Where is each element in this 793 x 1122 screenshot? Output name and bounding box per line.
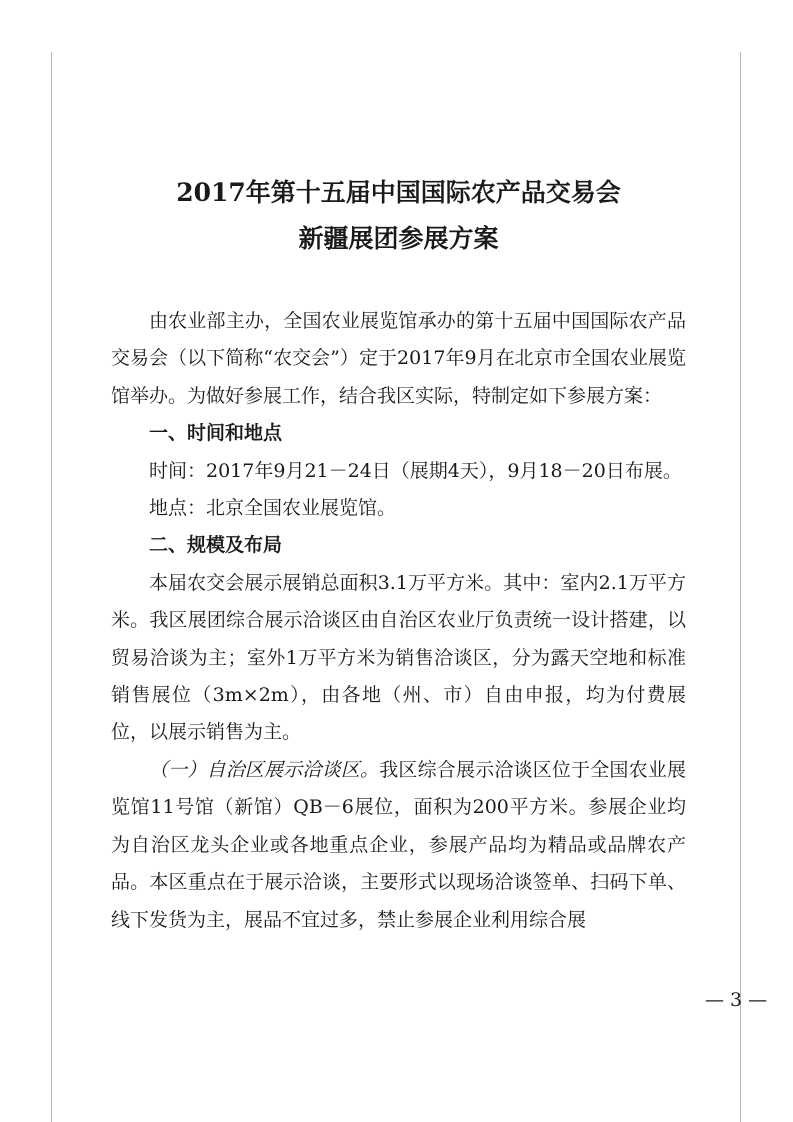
document-body (111, 303, 686, 939)
right-margin-line (740, 52, 741, 1122)
document-page (111, 0, 768, 1122)
section2-paragraph: 本届农交会展示展销总面积3.1万平方米。其中：室内2.1万平方米。我区展团综合展示洽谈区由自治区农业厅负责统一设计搭建，以贸易洽谈为主；室外1万平方米为销售洽谈区，分为露天空地和标准销售展位（3m×2m），由各地（州、市）自由申报，均为付费展位，以展示销售为主。 (111, 571, 686, 744)
section2-heading: 二、规模及布局 (149, 534, 283, 557)
subsection1-lead: （一）自治区展示洽谈区。 (149, 758, 380, 781)
section1-time: 时间：2017年9月21－24日（展期4天），9月18－20日布展。 (149, 459, 682, 482)
document-title-line1: 2017年第十五届中国国际农产品交易会 (176, 178, 621, 207)
subsection1-paragraph (111, 752, 686, 939)
document-title-line2: 新疆展团参展方案 (298, 224, 499, 253)
section1-place: 地点：北京全国农业展览馆。 (149, 497, 397, 520)
intro-paragraph: 由农业部主办，全国农业展览馆承办的第十五届中国国际农产品交易会（以下简称“农交会”）定于2017年9月在北京市全国农业展览馆举办。为做好参展工作，结合我区实际，特制定如下参展方案： (111, 310, 686, 407)
section1-heading: 一、时间和地点 (149, 422, 283, 445)
page-number: — 3 — (705, 989, 768, 1011)
left-margin-line (51, 52, 52, 1122)
subsection1-text: 我区综合展示洽谈区位于全国农业展览馆11号馆（新馆）QB－6展位，面积为200平方米。参展企业均为自治区龙头企业或各地重点企业，参展产品均为精品或品牌农产品。本区重点在于展示洽谈，主要形式以现场洽谈签单、扫码下单、线下发货为主，展品不宜过多，禁止参展企业利用综合展 (111, 758, 686, 931)
